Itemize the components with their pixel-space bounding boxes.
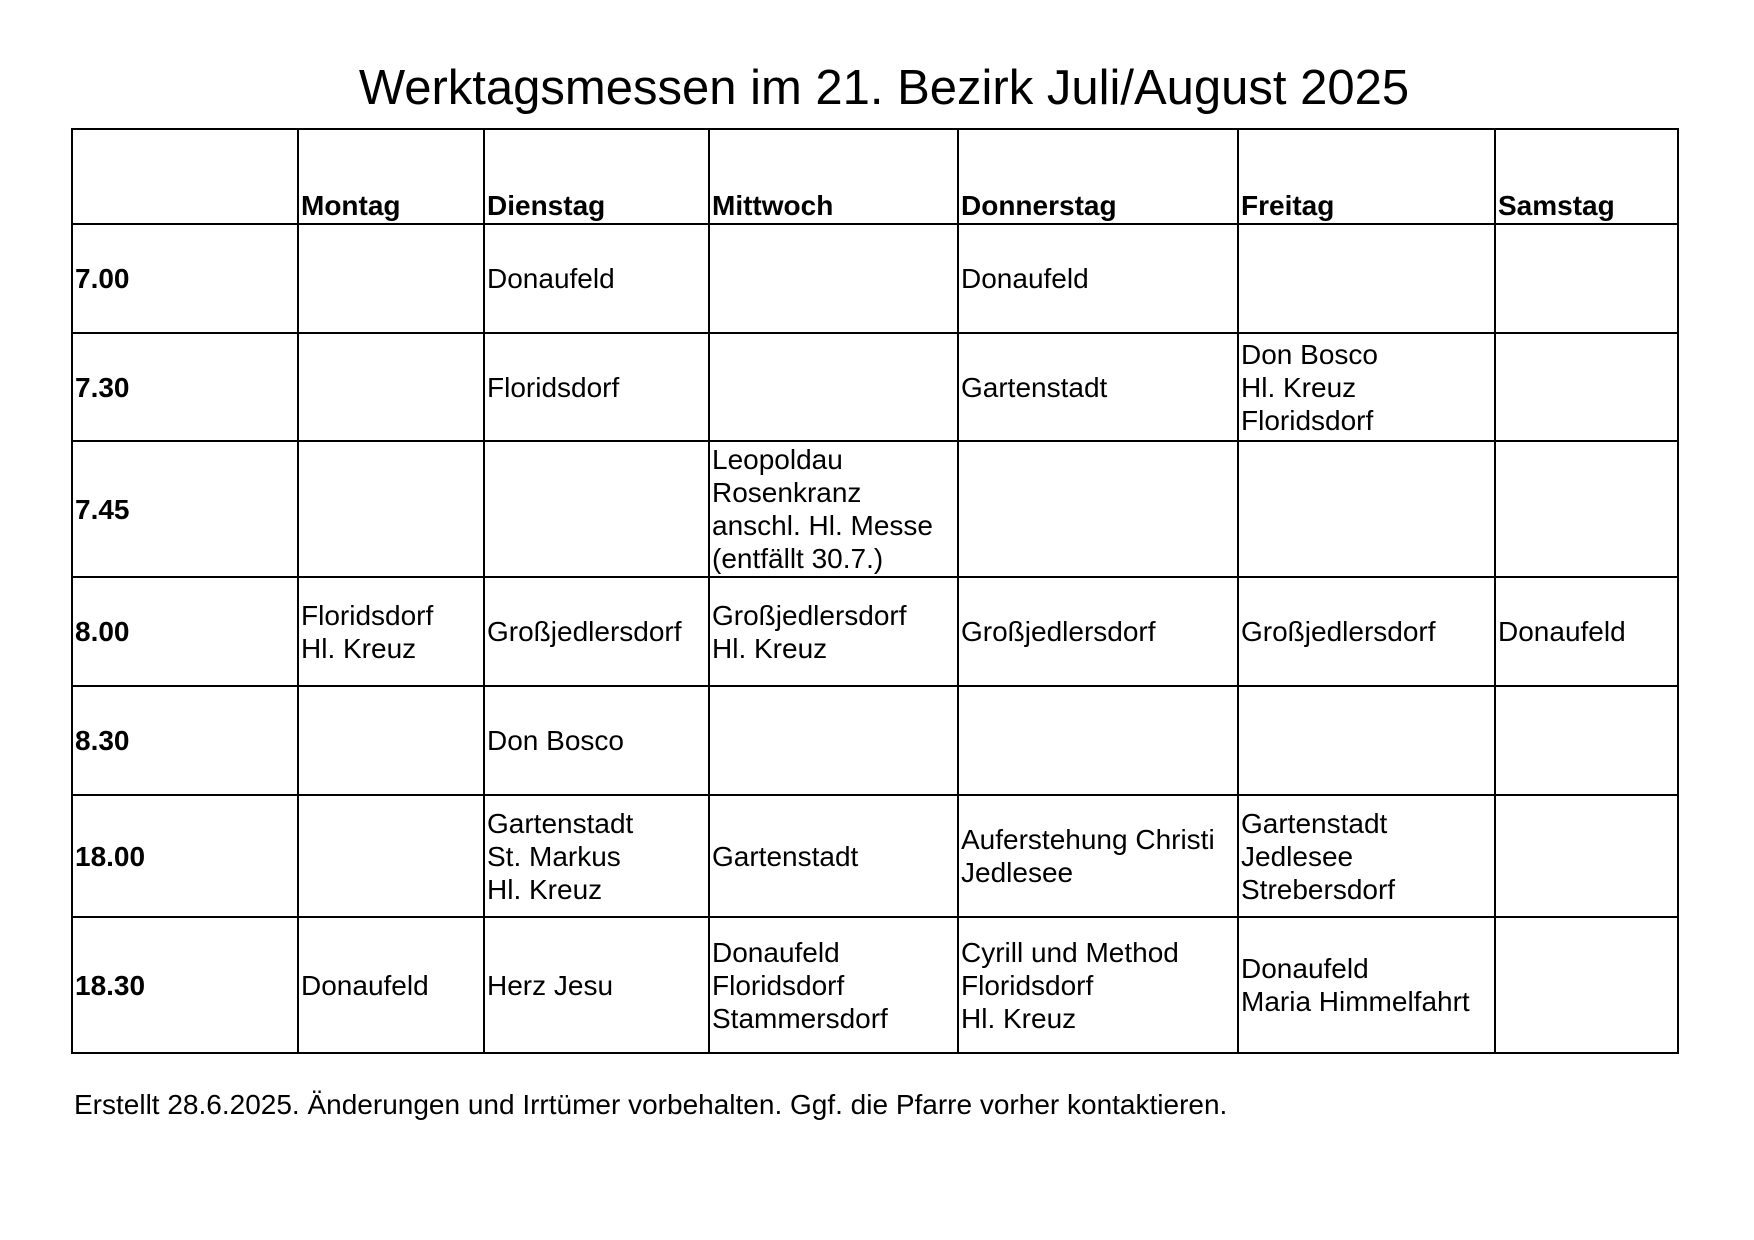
header-cell-dienstag: Dienstag	[484, 129, 709, 224]
header-cell-montag: Montag	[298, 129, 484, 224]
schedule-cell-samstag	[1495, 917, 1678, 1053]
schedule-cell-mittwoch: Leopoldau Rosenkranz anschl. Hl. Messe (entfällt 30.7.)	[709, 441, 958, 577]
schedule-cell-freitag	[1238, 686, 1495, 795]
header-cell-donnerstag: Donnerstag	[958, 129, 1238, 224]
schedule-cell-dienstag: Don Bosco	[484, 686, 709, 795]
schedule-cell-mittwoch	[709, 686, 958, 795]
schedule-cell-montag	[298, 441, 484, 577]
header-cell-time	[72, 129, 298, 224]
schedule-cell-montag	[298, 333, 484, 441]
schedule-row	[72, 795, 1678, 917]
schedule-cell-dienstag: Gartenstadt St. Markus Hl. Kreuz	[484, 795, 709, 917]
schedule-cell-donnerstag: Großjedlersdorf	[958, 577, 1238, 686]
schedule-cell-dienstag: Donaufeld	[484, 224, 709, 333]
schedule-row	[72, 441, 1678, 577]
schedule-cell-samstag	[1495, 441, 1678, 577]
schedule-cell-donnerstag: Donaufeld	[958, 224, 1238, 333]
schedule-cell-montag: Floridsdorf Hl. Kreuz	[298, 577, 484, 686]
schedule-cell-freitag	[1238, 441, 1495, 577]
header-cell-freitag: Freitag	[1238, 129, 1495, 224]
time-cell: 8.30	[72, 686, 298, 795]
schedule-cell-mittwoch	[709, 333, 958, 441]
schedule-row	[72, 333, 1678, 441]
schedule-cell-mittwoch: Gartenstadt	[709, 795, 958, 917]
schedule-cell-samstag	[1495, 686, 1678, 795]
schedule-row	[72, 686, 1678, 795]
schedule-cell-freitag: Don Bosco Hl. Kreuz Floridsdorf	[1238, 333, 1495, 441]
schedule-cell-mittwoch: Donaufeld Floridsdorf Stammersdorf	[709, 917, 958, 1053]
schedule-cell-donnerstag	[958, 686, 1238, 795]
schedule-cell-samstag	[1495, 333, 1678, 441]
time-cell: 7.45	[72, 441, 298, 577]
schedule-cell-montag: Donaufeld	[298, 917, 484, 1053]
time-cell: 8.00	[72, 577, 298, 686]
schedule-cell-montag	[298, 795, 484, 917]
footer-note: Erstellt 28.6.2025. Änderungen und Irrtümer vorbehalten. Ggf. die Pfarre vorher kontaktieren.	[74, 1089, 1228, 1120]
schedule-cell-freitag: Großjedlersdorf	[1238, 577, 1495, 686]
schedule-cell-dienstag	[484, 441, 709, 577]
schedule-row	[72, 917, 1678, 1053]
time-cell: 18.30	[72, 917, 298, 1053]
schedule-cell-freitag: Gartenstadt Jedlesee Strebersdorf	[1238, 795, 1495, 917]
schedule-cell-montag	[298, 686, 484, 795]
page-title: Werktagsmessen im 21. Bezirk Juli/August 2025	[358, 61, 1410, 115]
header-cell-samstag: Samstag	[1495, 129, 1678, 224]
schedule-cell-dienstag: Floridsdorf	[484, 333, 709, 441]
schedule-cell-samstag	[1495, 224, 1678, 333]
schedule-cell-donnerstag: Gartenstadt	[958, 333, 1238, 441]
schedule-cell-dienstag: Großjedlersdorf	[484, 577, 709, 686]
schedule-cell-montag	[298, 224, 484, 333]
schedule-cell-freitag: Donaufeld Maria Himmelfahrt	[1238, 917, 1495, 1053]
schedule-cell-samstag	[1495, 795, 1678, 917]
schedule-row	[72, 224, 1678, 333]
header-cell-mittwoch: Mittwoch	[709, 129, 958, 224]
mass-schedule-table	[71, 128, 1679, 1054]
schedule-cell-samstag: Donaufeld	[1495, 577, 1678, 686]
schedule-row	[72, 577, 1678, 686]
schedule-cell-mittwoch	[709, 224, 958, 333]
schedule-cell-freitag	[1238, 224, 1495, 333]
time-cell: 18.00	[72, 795, 298, 917]
schedule-cell-donnerstag: Cyrill und Method Floridsdorf Hl. Kreuz	[958, 917, 1238, 1053]
schedule-cell-donnerstag: Auferstehung Christi Jedlesee	[958, 795, 1238, 917]
time-cell: 7.30	[72, 333, 298, 441]
header-row	[72, 129, 1678, 224]
schedule-cell-mittwoch: Großjedlersdorf Hl. Kreuz	[709, 577, 958, 686]
schedule-cell-donnerstag	[958, 441, 1238, 577]
time-cell: 7.00	[72, 224, 298, 333]
schedule-cell-dienstag: Herz Jesu	[484, 917, 709, 1053]
